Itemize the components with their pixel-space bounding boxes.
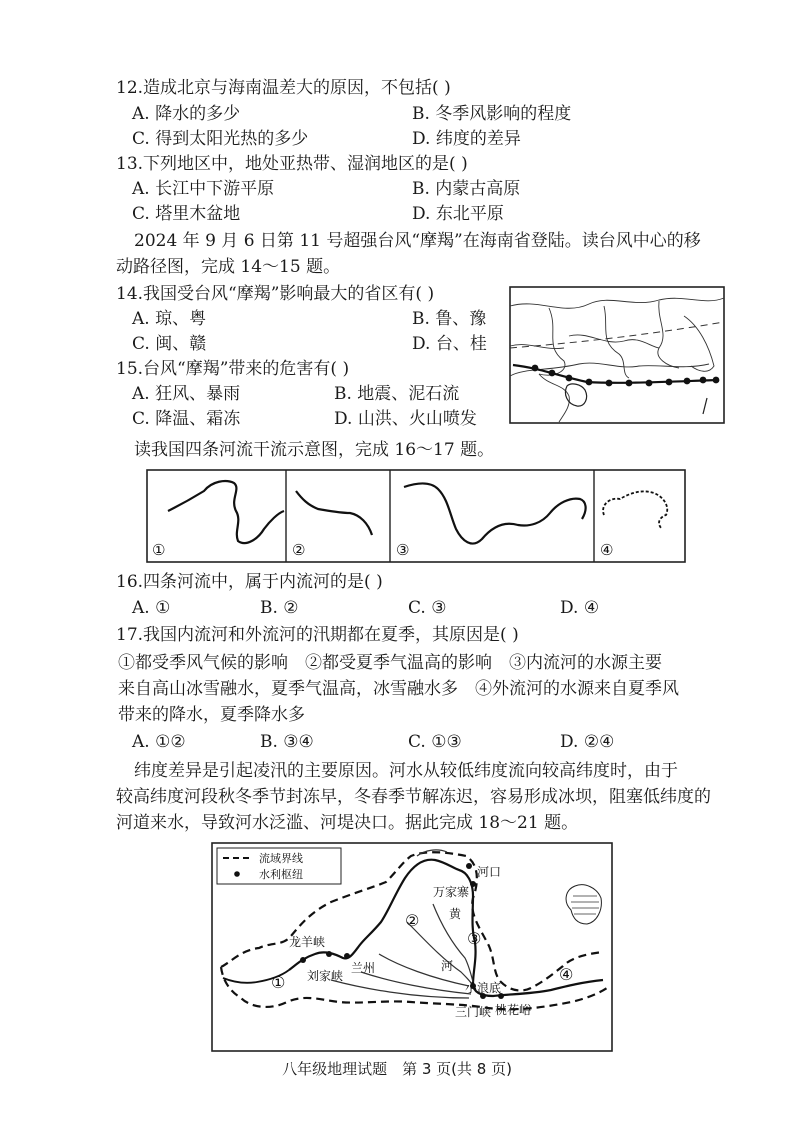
q17-option-a: A. ①② (132, 732, 186, 752)
intro-16-line: 读我国四条河流干流示意图，完成 16～17 题。 (134, 440, 495, 460)
label-longyangxia: 龙羊峡 (289, 935, 326, 949)
label-sanmenxia: 三门峡 (455, 1005, 492, 1019)
label-section-1: ① (271, 973, 286, 992)
intro-18-line1: 纬度差异是引起凌汛的主要原因。河水从较低纬度流向较高纬度时，由于 (134, 761, 678, 781)
label-lanzhou: 兰州 (351, 961, 376, 975)
legend-hub-label: 水利枢纽 (259, 868, 303, 881)
label-he: 河 (441, 959, 454, 973)
label-section-3: ③ (467, 929, 482, 948)
q15-stem: 15.台风“摩羯”带来的危害有( ) (116, 359, 350, 379)
q17-stem: 17.我国内流河和外流河的汛期都在夏季，其原因是( ) (116, 625, 519, 645)
label-taohuayu: 桃花峪 (495, 1003, 532, 1017)
q12-stem: 12.造成北京与海南温差大的原因，不包括( ) (116, 78, 451, 98)
yellow-river-basin-map (211, 842, 613, 1052)
q13-option-c: C. 塔里木盆地 (132, 204, 241, 224)
label-xiaolangdi: 小浪底 (465, 981, 502, 995)
q15-option-c: C. 降温、霜冻 (132, 409, 241, 429)
label-huang: 黄 (449, 907, 462, 921)
q17-line3: 带来的降水，夏季降水多 (118, 705, 305, 725)
q13-option-d: D. 东北平原 (412, 204, 504, 224)
intro-14-line1: 2024 年 9 月 6 日第 11 号超强台风“摩羯”在海南省登陆。读台风中心的移 (134, 231, 701, 251)
intro-18-line3: 河道来水，导致河水泛滥、河堤决口。据此完成 18～21 题。 (116, 813, 579, 833)
river-4-label: ④ (600, 541, 614, 559)
label-section-4: ④ (559, 965, 574, 984)
q14-option-d: D. 台、桂 (412, 334, 487, 354)
label-wanjiazhai: 万家寨 (433, 885, 470, 899)
q17-line2: 来自高山冰雪融水，夏季气温高，冰雪融水多 ④外流河的水源来自夏季风 (118, 679, 679, 699)
q13-option-b: B. 内蒙古高原 (412, 179, 521, 199)
q17-option-c: C. ①③ (408, 732, 462, 752)
q12-option-d: D. 纬度的差异 (412, 129, 521, 149)
four-rivers-diagram (146, 469, 686, 563)
q15-option-d: D. 山洪、火山喷发 (334, 409, 477, 429)
intro-14-15 (116, 228, 716, 280)
intro-18-21 (116, 758, 716, 836)
intro-14-line2: 动路径图，完成 14～15 题。 (116, 257, 341, 277)
legend-hub-symbol (234, 871, 240, 877)
q16-option-b: B. ② (260, 598, 299, 618)
q14-option-b: B. 鲁、豫 (412, 309, 487, 329)
q14-option-c: C. 闽、赣 (132, 334, 207, 354)
q16-option-c: C. ③ (408, 598, 447, 618)
intro-18-line2: 较高纬度河段秋冬季节封冻早，冬春季节解冻迟，容易形成冰坝，阻塞低纬度的 (116, 787, 711, 807)
label-section-2: ② (405, 911, 420, 930)
q12-option-b: B. 冬季风影响的程度 (412, 104, 572, 124)
map-legend (217, 848, 341, 884)
river-3-label: ③ (396, 541, 410, 559)
typhoon-track-map (509, 286, 725, 424)
q15-option-b: B. 地震、泥石流 (334, 384, 460, 404)
q12-option-c: C. 得到太阳光热的多少 (132, 129, 309, 149)
q16-option-a: A. ① (132, 598, 171, 618)
q14-stem: 14.我国受台风“摩羯”影响最大的省区有( ) (116, 284, 435, 304)
label-liujiaxia: 刘家峡 (307, 969, 344, 983)
page-footer: 八年级地理试题 第 3 页(共 8 页) (282, 1060, 512, 1078)
river-2-label: ② (292, 541, 306, 559)
q15-option-a: A. 狂风、暴雨 (132, 384, 241, 404)
map-frame (510, 287, 724, 423)
q13-stem: 13.下列地区中，地处亚热带、湿润地区的是( ) (116, 154, 468, 174)
q13-option-a: A. 长江中下游平原 (132, 179, 275, 199)
q16-option-d: D. ④ (560, 598, 600, 618)
q17-line1: ①都受季风气候的影响 ②都受夏季气温高的影响 ③内流河的水源主要 (118, 653, 662, 673)
river-1-label: ① (152, 541, 166, 559)
q14-option-a: A. 琼、粤 (132, 309, 207, 329)
q17-option-d: D. ②④ (560, 732, 615, 752)
q16-stem: 16.四条河流中，属于内流河的是( ) (116, 572, 383, 592)
q17-option-b: B. ③④ (260, 732, 314, 752)
intro-16-17 (116, 437, 716, 463)
q12-option-a: A. 降水的多少 (132, 104, 241, 124)
label-hekou: 河口 (477, 865, 502, 879)
legend-boundary-label: 流域界线 (259, 852, 303, 865)
q17-statements (118, 650, 718, 728)
